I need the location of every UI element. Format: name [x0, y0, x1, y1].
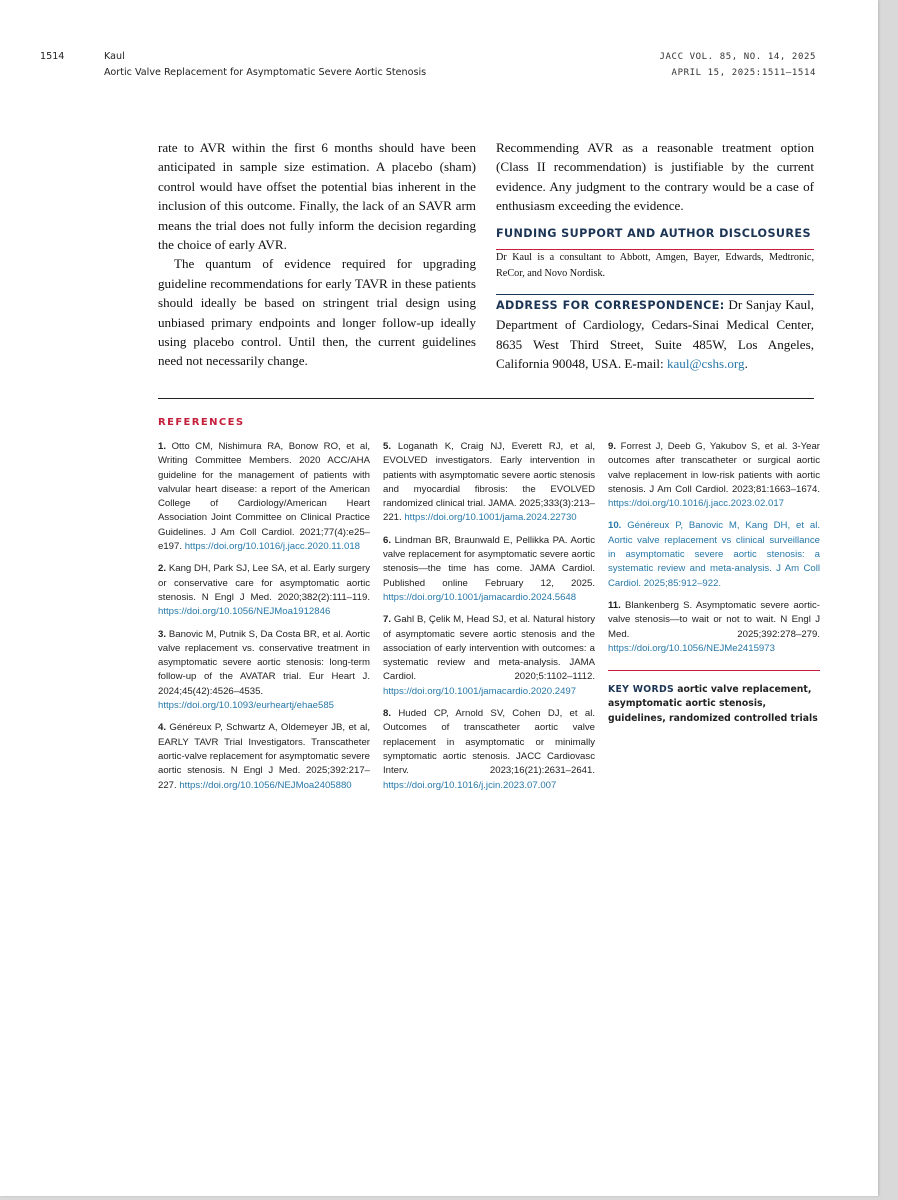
reference-item[interactable]: 10. Généreux P, Banovic M, Kang DH, et al. Aortic valve replacement vs clinical surveillance in asymptomatic severe aortic stenosis: a systematic review and meta-analysis. J Am Coll Cardiol. 2025;85:912–922.: [608, 520, 820, 589]
doi-link[interactable]: https://doi.org/10.1016/j.jacc.2023.02.017: [608, 498, 785, 510]
running-header-right: [660, 49, 816, 81]
reference-item: 4. Généreux P, Schwartz A, Oldemeyer JB, et al, EARLY TAVR Trial Investigators. Transcatheter aortic-valve replacement for asymptomatic severe aortic stenosis. N Engl J Med. 2025;392:217–227. https://doi.org/10.1056/NEJMoa2405880: [158, 722, 370, 791]
disclosure-text: Dr Kaul is a consultant to Abbott, Amgen, Bayer, Edwards, Medtronic, ReCor, and Novo Nordisk.: [496, 250, 814, 295]
reference-item: 7. Gahl B, Çelik M, Head SJ, et al. Natural history of asymptomatic severe aortic stenosis and the association of early intervention with outcomes: a systematic review and meta-analysis. JAMA Cardiol. 2020;5:1102–1112. https://doi.org/10.1001/jamacardio.2020.2497: [383, 614, 595, 697]
doi-link[interactable]: https://doi.org/10.1016/j.jcin.2023.07.007: [383, 779, 557, 791]
reference-item: 2. Kang DH, Park SJ, Lee SA, et al. Early surgery or conservative care for asymptomatic aortic stenosis. N Engl J Med. 2020;382(2):111–119. https://doi.org/10.1056/NEJMoa1912846: [158, 563, 370, 618]
section-divider: [158, 398, 814, 399]
keywords-label: KEY WORDS: [608, 684, 674, 696]
page-number: 1514: [40, 51, 65, 62]
body-paragraph: Recommending AVR as a reasonable treatment option (Class II recommendation) is justifiable by the current evidence. Any judgment to the contrary would be a case of enthusiasm exceeding the evidence.: [496, 140, 814, 214]
reference-item: 6. Lindman BR, Braunwald E, Pellikka PA. Aortic valve replacement for asymptomatic severe aortic stenosis—the time has come. JAMA Cardiol. Published online February 12, 2025. https://doi.org/10.1001/jamacardio.2024.5648: [383, 534, 595, 603]
reference-item: 3. Banovic M, Putnik S, Da Costa BR, et al. Aortic valve replacement vs. conservative treatment in asymptomatic severe aortic stenosis: long-term follow-up of the AVATAR trial. Eur Heart J. 2024;45(42):4526–4535. https://doi.org/10.1093/eurheartj/ehae585: [158, 628, 371, 712]
body-paragraph: The quantum of evidence required for upgrading guideline recommendations for early TAVR in these patients should ideally be based on stringent trial design using unbiased primary endpoints and longer follow-up ideally using placebo control. Until then, the current guidelines need not necessarily change.: [158, 256, 476, 369]
email-link[interactable]: kaul@cshs.org: [666, 356, 745, 372]
doi-link[interactable]: https://doi.org/10.1056/NEJMoa1912846: [158, 606, 331, 618]
reference-item: 11. Blankenberg S. Asymptomatic severe aortic-valve stenosis—to wait or not to wait. N Engl J Med. 2025;392:278–279. https://doi.org/10.1056/NEJMe2415973: [608, 599, 820, 654]
references-column-3: [608, 440, 820, 726]
reference-item: 8. Huded CP, Arnold SV, Cohen DJ, et al. Outcomes of transcatheter aortic valve replacement in asymptomatic or minimally symptomatic aortic stenosis. JACC Cardiovasc Interv. 2023;16(21):2631–2641. https://doi.org/10.1016/j.jcin.2023.07.007: [383, 708, 595, 791]
issue-date: APRIL 15, 2025:1511–1514: [671, 68, 816, 78]
correspondence-address: ADDRESS FOR CORRESPONDENCE: Dr Sanjay Kaul, Department of Cardiology, Cedars-Sinai Medical Center, 8635 West Third Street, Suite 485W, Los Angeles, California 90048, USA. E-mail: kaul@cshs.org.: [496, 297, 814, 372]
funding-heading: FUNDING SUPPORT AND AUTHOR DISCLOSURES: [496, 224, 814, 250]
doi-link[interactable]: https://doi.org/10.1016/j.jacc.2020.11.018: [184, 541, 360, 553]
running-author: Kaul: [104, 51, 125, 62]
doi-link[interactable]: https://doi.org/10.1001/jamacardio.2020.2497: [383, 685, 577, 697]
body-paragraph: rate to AVR within the first 6 months should have been anticipated in sample size estimation. A placebo (sham) control would have offset the potential bias inherent in the inclusion of this outcome. Finally, the lack of an SAVR arm means the trial does not fully inform the decision regarding the choice of early AVR.: [158, 140, 476, 253]
references-column-2: [383, 440, 595, 801]
reference-item: 9. Forrest J, Deeb G, Yakubov S, et al. 3-Year outcomes after transcatheter or surgical aortic valve replacement in low-risk patients with aortic stenosis. J Am Coll Cardiol. 2023;81:1663–1674. https://doi.org/10.1016/j.jacc.2023.02.017: [608, 441, 821, 510]
doi-link[interactable]: https://doi.org/10.1056/NEJMe2415973: [608, 642, 775, 654]
address-text: Dr Sanjay Kaul, Department of Cardiology, Cedars-Sinai Medical Center, 8635 West Third Street, Suite 485W, Los Angeles, California 90048, USA. E-mail:: [496, 297, 814, 372]
keywords: [608, 670, 820, 726]
running-title: Aortic Valve Replacement for Asymptomatic Severe Aortic Stenosis: [104, 67, 427, 78]
doi-link[interactable]: https://doi.org/10.1001/jama.2024.22730: [404, 512, 577, 524]
journal-volume: JACC VOL. 85, NO. 14, 2025: [659, 52, 816, 62]
doi-link[interactable]: https://doi.org/10.1056/NEJMoa2405880: [179, 779, 352, 791]
references-heading: REFERENCES: [158, 417, 245, 428]
doi-link[interactable]: https://doi.org/10.1093/eurheartj/ehae585: [158, 700, 335, 712]
address-heading: ADDRESS FOR CORRESPONDENCE:: [496, 299, 725, 313]
doi-link[interactable]: https://doi.org/10.1001/jamacardio.2024.5648: [383, 591, 577, 603]
body-column-right: [496, 138, 814, 374]
reference-item: 5. Loganath K, Craig NJ, Everett RJ, et al, EVOLVED investigators. Early intervention in patients with asymptomatic severe aortic stenosis and myocardial fibrosis: the EVOLVED randomized clinical trial. JAMA. 2025;333(3):213–221. https://doi.org/10.1001/jama.2024.22730: [383, 441, 595, 524]
keywords-text: aortic valve replacement, asymptomatic aortic stenosis, guidelines, randomized controlled trials: [608, 684, 818, 724]
references-column-1: [158, 440, 370, 801]
body-column-left: [158, 138, 476, 371]
reference-item: 1. Otto CM, Nishimura RA, Bonow RO, et al, Writing Committee Members. 2020 ACC/AHA guideline for the management of patients with valvular heart disease: a report of the American College of Cardiology/American Heart Association Joint Committee on Clinical Practice Guidelines. J Am Coll Cardiol. 2021;77(4):e25–e197. https://doi.org/10.1016/j.jacc.2020.11.018: [158, 441, 370, 553]
